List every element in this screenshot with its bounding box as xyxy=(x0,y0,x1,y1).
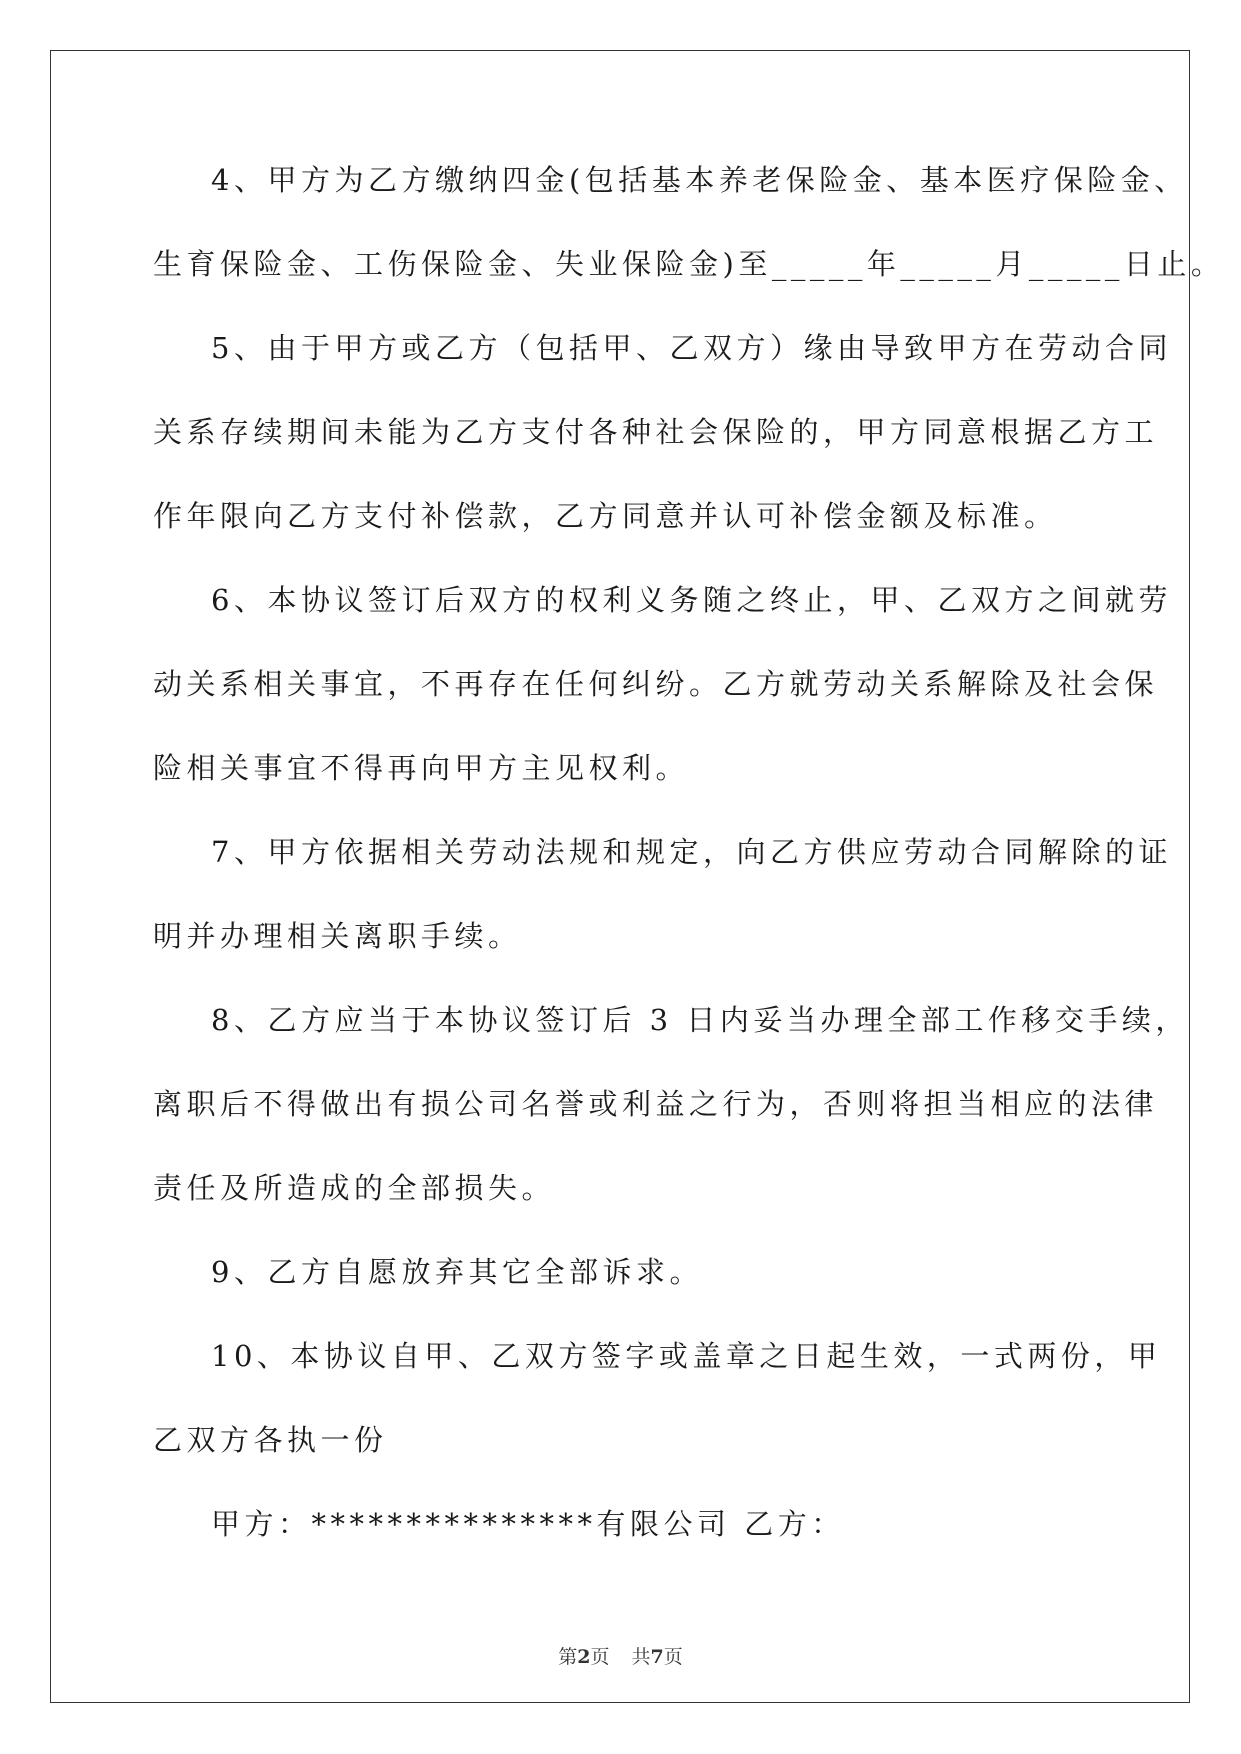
clause-7-line-1: 7、甲方依据相关劳动法规和规定，向乙方供应劳动合同解除的证 xyxy=(211,835,1172,869)
clause-4-line-1: 4、甲方为乙方缴纳四金(包括基本养老保险金、基本医疗保险金、 xyxy=(211,163,1188,197)
clause-7-line-2: 明并办理相关离职手续。 xyxy=(153,919,522,953)
page-number-footer xyxy=(0,1645,1241,1669)
page-suffix: 页 xyxy=(590,1646,610,1668)
clause-5-line-2: 关系存续期间未能为乙方支付各种社会保险的，甲方同意根据乙方工 xyxy=(153,415,1159,449)
clause-10-line-1: 10、本协议自甲、乙双方签字或盖章之日起生效，一式两份，甲 xyxy=(211,1339,1162,1373)
clause-10-line-2: 乙双方各执一份 xyxy=(153,1423,388,1457)
clause-5-line-1: 5、由于甲方或乙方（包括甲、乙双方）缘由导致甲方在劳动合同 xyxy=(211,331,1172,365)
signature-line: 甲方：***************有限公司 乙方： xyxy=(211,1507,845,1541)
clause-4-line-2: 生育保险金、工伤保险金、失业保险金)至_____年_____月_____日止。 xyxy=(153,247,1225,281)
clause-6-line-1: 6、本协议签订后双方的权利义务随之终止，甲、乙双方之间就劳 xyxy=(211,583,1172,617)
document-body xyxy=(153,160,1225,1588)
clause-8-line-3: 责任及所造成的全部损失。 xyxy=(153,1171,556,1205)
current-page-number: 2 xyxy=(577,1646,591,1668)
total-suffix: 页 xyxy=(663,1646,683,1668)
page-prefix: 第 xyxy=(558,1646,578,1668)
clause-6-line-2: 动关系相关事宜，不再存在任何纠纷。乙方就劳动关系解除及社会保 xyxy=(153,667,1159,701)
clause-5-line-3: 作年限向乙方支付补偿款，乙方同意并认可补偿金额及标准。 xyxy=(153,499,1058,533)
clause-9-line-1: 9、乙方自愿放弃其它全部诉求。 xyxy=(211,1255,703,1289)
clause-8-line-2: 离职后不得做出有损公司名誉或利益之行为，否则将担当相应的法律 xyxy=(153,1087,1159,1121)
total-prefix: 共 xyxy=(631,1646,651,1668)
clause-6-line-3: 险相关事宜不得再向甲方主见权利。 xyxy=(153,751,690,785)
total-page-number: 7 xyxy=(650,1646,664,1668)
clause-8-line-1: 8、乙方应当于本协议签订后 3 日内妥当办理全部工作移交手续， xyxy=(211,1003,1189,1037)
